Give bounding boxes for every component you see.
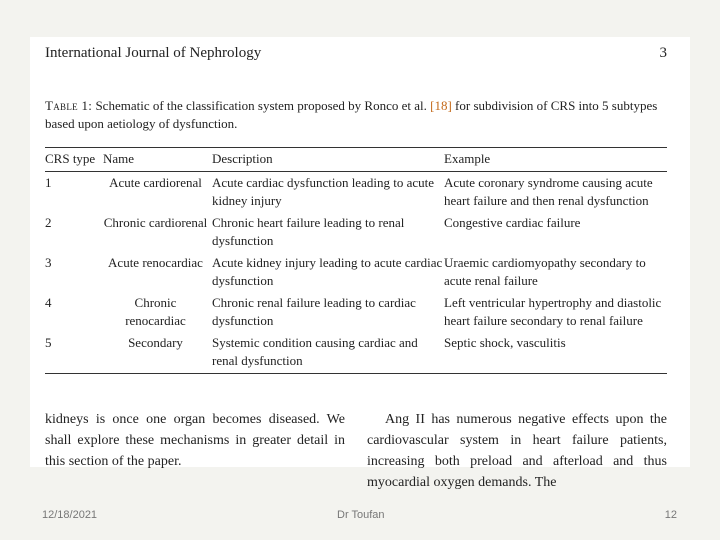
cell-example: Acute coronary syndrome causing acute heart failure and then renal dysfunction (444, 175, 653, 208)
body-text-left-column: kidneys is once one organ becomes diseased. We shall explore these mechanisms in greater detail in this section of the paper. (45, 412, 345, 469)
cell-type: 4 (45, 295, 52, 310)
table-row (45, 172, 667, 213)
column-header-name: Name (103, 151, 135, 166)
cell-example: Uraemic cardiomyopathy secondary to acute renal failure (444, 255, 646, 288)
cell-description: Chronic renal failure leading to cardiac dysfunction (212, 295, 416, 328)
column-header-example: Example (444, 151, 491, 166)
table-row (45, 212, 667, 252)
cell-type: 2 (45, 215, 52, 230)
footer-author: Dr Toufan (337, 509, 385, 521)
cell-description: Acute cardiac dysfunction leading to acute kidney injury (212, 175, 434, 208)
footer-date: 12/18/2021 (42, 509, 98, 521)
citation-link[interactable]: [18] (430, 98, 452, 113)
cell-description: Chronic heart failure leading to renal dysfunction (212, 215, 405, 248)
table-label: Table 1: (45, 98, 93, 113)
table-caption (45, 97, 675, 133)
document-page (30, 37, 690, 490)
cell-name: Acute renocardiac (108, 255, 203, 270)
table-row (45, 292, 667, 332)
cell-type: 1 (45, 175, 52, 190)
cell-example: Left ventricular hypertrophy and diastolic heart failure secondary to renal failure (444, 295, 662, 328)
body-text-right-column: Ang II has numerous negative effects upon the cardiovascular system in heart failure patients, increasing both preload and afterload and thus myocardial oxygen demands. The (367, 412, 667, 490)
table-row (45, 252, 667, 292)
column-header-type: CRS type (45, 151, 96, 166)
cell-name: Secondary (128, 335, 183, 350)
cell-type: 5 (45, 335, 52, 350)
caption-text-end: for subdivision of CRS into 5 subtypes based upon aetiology of dysfunction. (45, 98, 658, 131)
table-row (45, 332, 667, 374)
cell-example: Congestive cardiac failure (444, 215, 581, 230)
cell-description: Systemic condition causing cardiac and renal dysfunction (212, 335, 418, 368)
cell-name: Chronic cardiorenal (103, 215, 208, 230)
footer-slide-number: 12 (664, 509, 677, 521)
column-header-description: Description (212, 151, 273, 166)
page-number: 3 (659, 45, 667, 61)
cell-description: Acute kidney injury leading to acute cardiac dysfunction (212, 255, 443, 288)
caption-text: Schematic of the classification system proposed by Ronco et al. (92, 98, 431, 113)
cell-name: Acute cardiorenal (109, 175, 202, 190)
cell-type: 3 (45, 255, 52, 270)
cell-example: Septic shock, vasculitis (444, 335, 566, 350)
crs-table (45, 147, 667, 374)
cell-name: Chronic renocardiac (125, 295, 186, 328)
journal-title: International Journal of Nephrology (45, 45, 262, 61)
table-header-row (45, 148, 667, 172)
